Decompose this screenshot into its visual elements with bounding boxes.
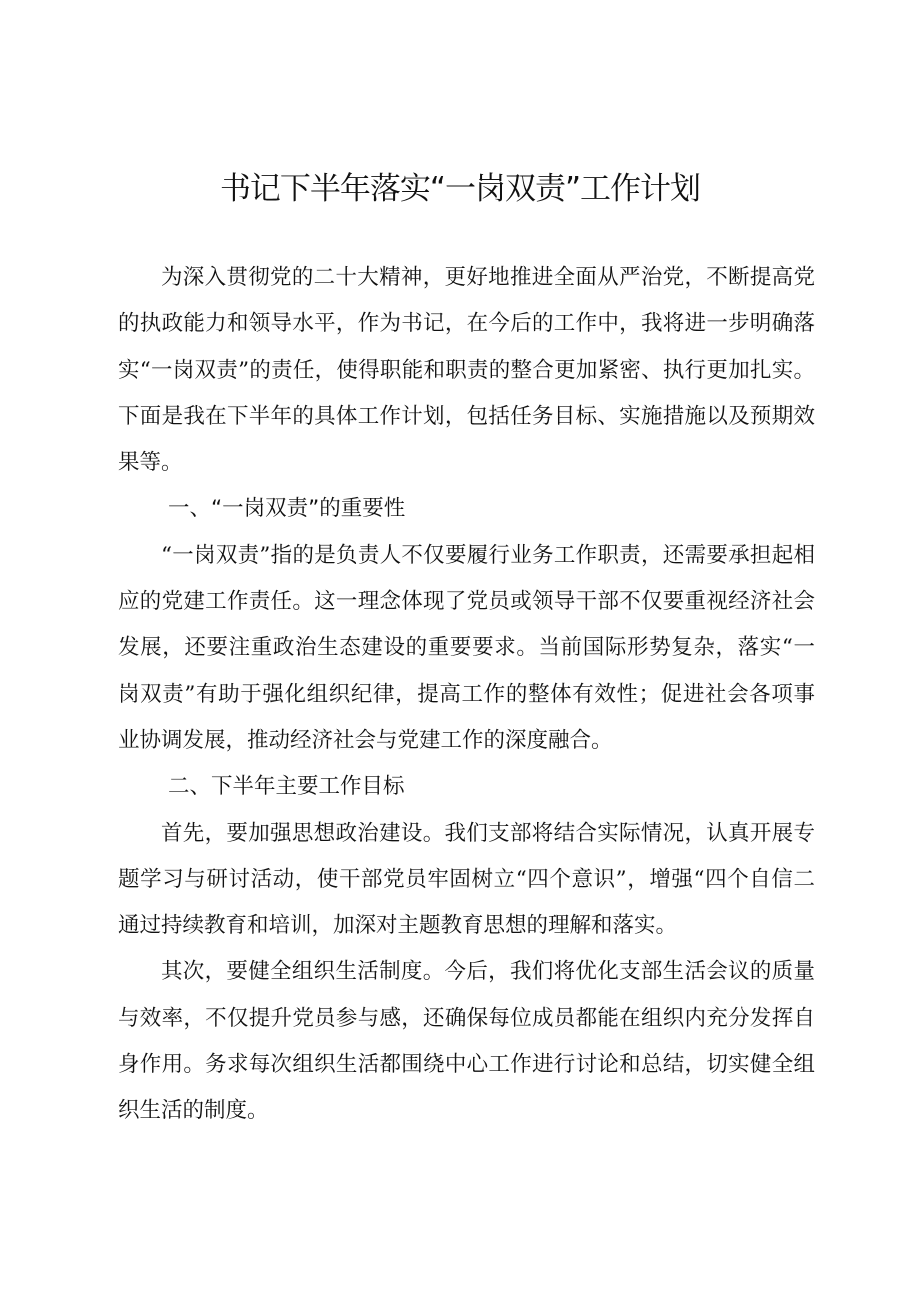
- section-heading-goals: 二、下半年主要工作目标: [168, 774, 405, 800]
- goals-paragraph-first: 首先，要加强思想政治建设。我们支部将结合实际情况，认真开展专题学习与研讨活动，使干部党员牢固树立“四个意识”，增强“四个自信二通过持续教育和培训，加深对主题教育思想的理解和落实。: [118, 820, 815, 939]
- document-body: [118, 255, 815, 1135]
- section-heading-importance: 一、“一岗双责”的重要性: [168, 496, 406, 522]
- intro-paragraph: 为深入贯彻党的二十大精神，更好地推进全面从严治党，不断提高党的执政能力和领导水平，作为书记，在今后的工作中，我将进一步明确落实“一岗双责”的责任，使得职能和职责的整合更加紧密、执行更加扎实。下面是我在下半年的具体工作计划，包括任务目标、实施措施以及预期效果等。: [118, 265, 815, 476]
- importance-paragraph: “一岗双责”指的是负责人不仅要履行业务工作职责，还需要承担起相应的党建工作责任。这一理念体现了党员或领导干部不仅要重视经济社会发展，还要注重政治生态建设的重要要求。当前国际形势复杂，落实“一岗双责”有助于强化组织纪律，提高工作的整体有效性；促进社会各项事业协调发展，推动经济社会与党建工作的深度融合。: [118, 542, 815, 753]
- document-title: 书记下半年落实“一岗双责”工作计划: [219, 171, 701, 207]
- goals-paragraph-second: 其次，要健全组织生活制度。今后，我们将优化支部生活会议的质量与效率，不仅提升党员参与感，还确保每位成员都能在组织内充分发挥自身作用。务求每次组织生活都围绕中心工作进行讨论和总结，切实健全组织生活的制度。: [118, 959, 815, 1124]
